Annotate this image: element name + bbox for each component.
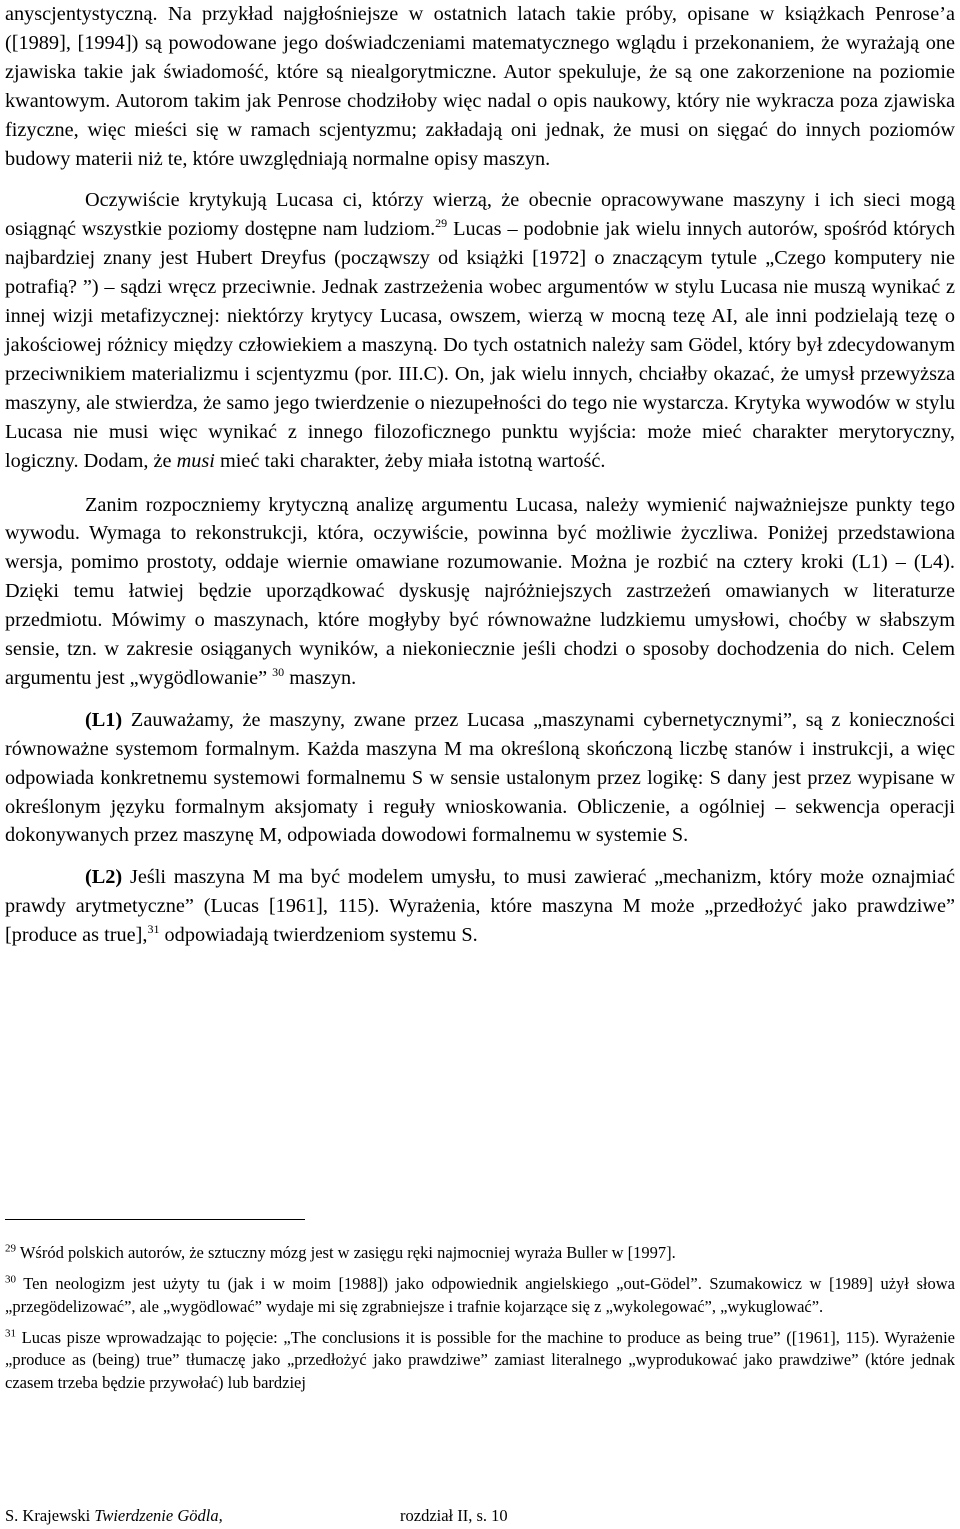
step-label-l1: (L1) [85,708,123,731]
paragraph-2 [5,186,955,475]
paragraph-l2-part-a: Jeśli maszyna M ma być modelem umysłu, to musi zawierać „mechanizm, który może oznajmiać prawdy arytmetyczne” (Lucas [1961], 115). Wyrażenia, które maszyna M może „przedłożyć jako prawdziwe” [produce as true], [5,866,955,947]
footnotes [5,1242,955,1403]
footer-book-title: Twierdzenie Gödla, [94,1506,223,1525]
footer-author: S. Krajewski [5,1506,95,1525]
paragraph-l1 [5,706,955,851]
footnote-separator [5,1219,305,1220]
footnote-ref-29[interactable]: 29 [435,216,448,231]
footnote-31 [5,1327,955,1395]
footnote-text: Ten neologizm jest użyty tu (jak i w moim [1988]) jako odpowiednik angielskiego „out-Gödel”. Szumakowicz w [1989] użył słowa „przegödelizować”, ale „wygödlować” wydaje mi się zgrabniejsze i trafnie kojarzące się z „wykolegować”, „wykuglować”. [5,1274,955,1316]
step-label-l2: (L2) [85,866,123,889]
footnote-ref-30[interactable]: 30 [272,665,285,680]
footnote-number: 30 [5,1273,16,1286]
footnote-text: Wśród polskich autorów, że sztuczny mózg jest w zasięgu ręki najmocniej wyraża Buller w [1997]. [16,1243,676,1262]
paragraph-l1-text: Zauważamy, że maszyny, zwane przez Lucasa „maszynami cybernetycznymi”, są z konieczności równoważne systemom formalnym. Każda maszyna M ma określoną skończoną liczbę stanów i instrukcji, a więc odpowiada konkretnemu systemowi formalnemu S w sensie ustalonym przez logikę: S dany jest przez wypisane w określonym języku formalnym aksjomaty i reguły wnioskowania. Obliczenie, a ogólniej – sekwencja operacji dokonywanych przez maszynę M, odpowiada dowodowi formalnemu w systemie S. [5,708,955,847]
paragraph-2-part-c: mieć taki charakter, żeby miała istotną wartość. [214,449,606,472]
paragraph-1 [5,0,955,173]
page-footer [5,1506,508,1526]
paragraph-1-part-a: anyscjentystyczną. Na przykład najgłośniejsze w ostatnich latach takie próby, opisane w książkach Penrose’a ([1989], [1994]) są powodowane jego doświadczeniami matematycznego wglądu i przekonaniem, że wyrażają one zjawiska takie jak świadomość, które są niealgorytmiczne. Autor spekuluje, że są one zakorzenione na poziomie kwantowym. [5,3,955,112]
paragraph-l2-part-b: odpowiadają twierdzeniom systemu S. [159,924,478,947]
paragraph-3 [5,491,955,693]
paragraph-2-part-b: Lucas – podobnie jak wielu innych autorów, spośród których najbardziej znany jest Hubert Dreyfus (począwszy od książki [1972] o znaczącym tytule „Czego komputery nie potrafią? ”) – sądzi wręcz przeciwnie. Jednak zastrzeżenia wobec argumentów w stylu Lucasa nie muszą wynikać z innej wizji metafizycznej: niektórzy krytycy Lucasa, owszem, wierzą w mocną tezę AI, ale inni podzielają tezę o jakościowej różnicy między człowiekiem a maszyną. Do tych ostatnich należy sam Gödel, który był zdecydowanym przeciwnikiem materializmu i scjentyzmu (por. III.C). On, jak wielu innych, chciałby okazać, że umysł przewyższa maszyny, ale stwierdza, że samo jego twierdzenie o niezupełności do tego nie wystarcza. Krytyka wywodów w stylu Lucasa nie musi więc wynikać z innego filozoficznego punktu wyjścia: może mieć charakter merytoryczny, logiczny. Dodam, że [5,218,955,472]
footer-chapter-page: rozdział II, s. 10 [400,1506,508,1525]
footnote-text: Lucas pisze wprowadzając to pojęcie: „The conclusions it is possible for the machine to produce as being true” ([1961], 115). Wyrażenie „produce as (being) true” tłumaczę jako „przedłożyć jako prawdziwe” zamiast literalnego „wyprodukować jako prawdziwe” (które jednak czasem trzeba będzie przywołać) lub bardziej [5,1327,955,1392]
paragraph-l2 [5,863,955,950]
footnote-number: 29 [5,1242,16,1255]
paragraph-3-part-b: maszyn. [284,666,357,689]
footnote-ref-31[interactable]: 31 [147,922,160,937]
emphasis-musi: musi [176,449,215,472]
paragraph-1-part-b: Autorom takim jak Penrose chodziłoby więc nadal o opis naukowy, który nie wykracza poza zjawiska fizyczne, więc mieści się w ramach scjentyzmu; zakładają oni jednak, że musi on sięgać do innych poziomów budowy materii niż te, które uwzględniają normalne opisy maszyn. [5,89,955,170]
paragraph-2-part-a: Oczywiście krytykują Lucasa ci, którzy wierzą, że obecnie opracowywane maszyny i ich sieci mogą osiągnąć wszystkie poziomy dostępne nam ludziom. [5,189,955,241]
document-page [5,0,955,950]
footnote-30 [5,1273,955,1318]
paragraph-3-part-a: Zanim rozpoczniemy krytyczną analizę argumentu Lucasa, należy wymienić najważniejsze punkty tego wywodu. Wymaga to rekonstrukcji, która, oczywiście, powinna być możliwie życzliwa. Poniżej przedstawiona wersja, pomimo prostoty, oddaje wiernie omawiane rozumowanie. Można je rozbić na cztery kroki (L1) – (L4). Dzięki temu łatwiej będzie uporządkować dyskusję najróżniejszych zastrzeżeń omawianych w literaturze przedmiotu. Mówimy o maszynach, które mogłyby być równoważne ludzkiemu umysłowi, choćby w słabszym sensie, tzn. w zakresie osiąganych wyników, a niekoniecznie jeśli chodzi o sposoby dochodzenia do nich. Celem argumentu jest „wygödlowanie” [5,493,955,689]
footnote-29 [5,1242,955,1265]
footnote-number: 31 [5,1327,16,1339]
